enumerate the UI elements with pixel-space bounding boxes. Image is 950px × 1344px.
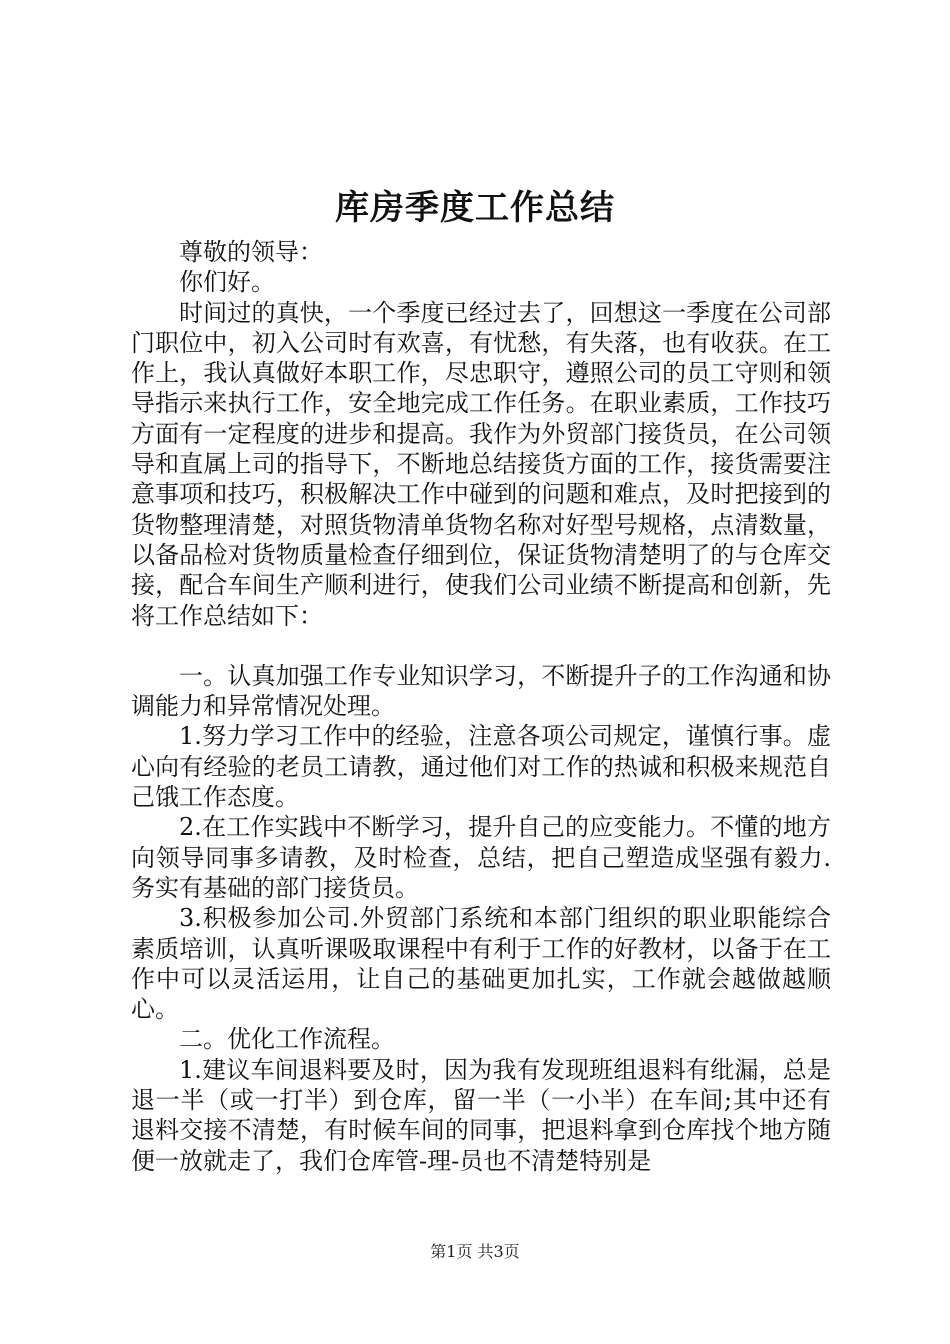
greeting: 你们好。: [179, 268, 275, 297]
paragraph-section-1-item-3: 3.积极参加公司.外贸部门系统和本部门组织的职业职能综合素质培训，认真听课吸取课程中有利于工作的好教材，以备于在工作中可以灵活运用，让自己的基础更加扎实，工作就会越做越顺心。: [131, 904, 831, 1024]
paragraph-intro: 时间过的真快，一个季度已经过去了，回想这一季度在公司部门职位中，初入公司时有欢喜，有忧愁，有失落，也有收获。在工作上，我认真做好本职工作，尽忠职守，遵照公司的员工守则和领导指示来执行工作，安全地完成工作任务。在职业素质，工作技巧方面有一定程度的进步和提高。我作为外贸部门接货员，在公司领导和直属上司的指导下，不断地总结接货方面的工作，接货需要注意事项和技巧，积极解决工作中碰到的问题和难点，及时把接到的货物整理清楚，对照货物清单货物名称对好型号规格，点清数量，以备品检对货物质量检查仔细到位，保证货物清楚明了的与仓库交接，配合车间生产顺利进行，使我们公司业绩不断提高和创新，先将工作总结如下：: [131, 298, 831, 630]
paragraph-section-1-item-1: 1.努力学习工作中的经验，注意各项公司规定，谨慎行事。虚心向有经验的老员工请教，通过他们对工作的热诚和积极来规范自己饿工作态度。: [131, 722, 831, 812]
page-footer: 第1页 共3页: [430, 1242, 520, 1261]
paragraph-section-1-item-2: 2.在工作实践中不断学习，提升自己的应变能力。不懂的地方向领导同事多请教，及时检查，总结，把自己塑造成坚强有毅力.务实有基础的部门接货员。: [131, 813, 831, 902]
salutation: 尊敬的领导：: [179, 238, 323, 266]
paragraph-section-2-item-1: 1.建议车间退料要及时，因为我有发现班组退料有纰漏，总是退一半（或一打半）到仓库，留一半（一小半）在车间;其中还有退料交接不清楚，有时候车间的同事，把退料拿到仓库找个地方随便一放就走了，我们仓库管-理-员也不清楚特别是: [131, 1055, 831, 1175]
document-body: [131, 237, 831, 1176]
paragraph-section-1-heading: 一。认真加强工作专业知识学习，不断提升子的工作沟通和协调能力和异常情况处理。: [131, 661, 831, 721]
paragraph-section-2-heading: 二。优化工作流程。: [179, 1025, 395, 1054]
document-title: 库房季度工作总结: [335, 188, 615, 228]
